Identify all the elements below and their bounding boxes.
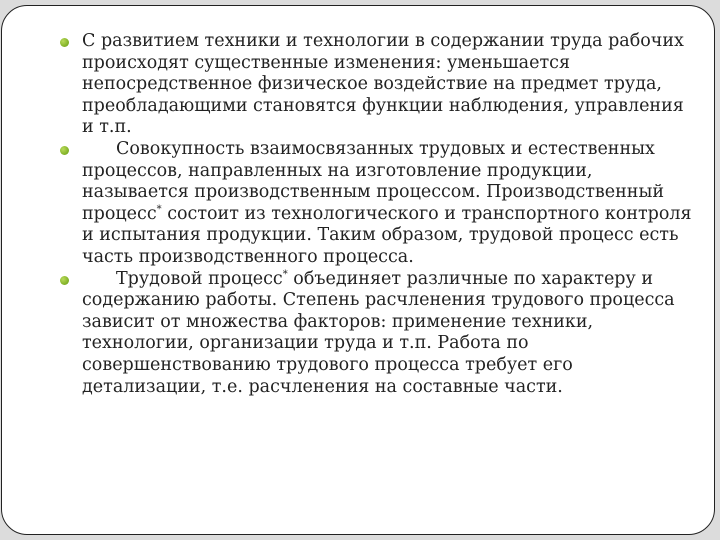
paragraph-2-text-b: состоит из технологического и транспортного контроля и испытания продукции. Таким образом, трудовой процесс есть часть производственного процесса.	[82, 203, 692, 267]
slide-body	[82, 31, 692, 398]
paragraph-3-text-a: Трудовой процесс	[116, 268, 283, 289]
paragraph-2-text-a: Совокупность взаимосвязанных трудовых и естественных процессов, направленных на изготовление продукции, называется производственным процессом. Производственный процесс	[82, 138, 665, 224]
paragraph-3	[82, 269, 692, 399]
paragraph-1-text: С развитием техники и технологии в содержании труда рабочих происходят существенные изменения: уменьшается непосредственное физическое воздействие на предмет труда, преобладающими становятся функции наблюдения, управления и т.п.	[82, 31, 684, 138]
paragraph-1	[82, 31, 692, 139]
paragraph-2	[82, 139, 692, 269]
bullet-icon	[60, 276, 69, 285]
footnote-mark: *	[282, 268, 288, 280]
footnote-mark: *	[156, 203, 162, 215]
paragraph-3-text-b: объединяет различные по характеру и содержанию работы. Степень расчленения трудового процесса зависит от множества факторов: применение техники, технологии, организации труда и т.п. Работа по совершенствованию трудового процесса требует его детализации, т.е. расчленения на составные части.	[82, 268, 675, 397]
slide	[1, 5, 715, 535]
bullet-icon	[60, 146, 69, 155]
bullet-icon	[60, 38, 69, 47]
